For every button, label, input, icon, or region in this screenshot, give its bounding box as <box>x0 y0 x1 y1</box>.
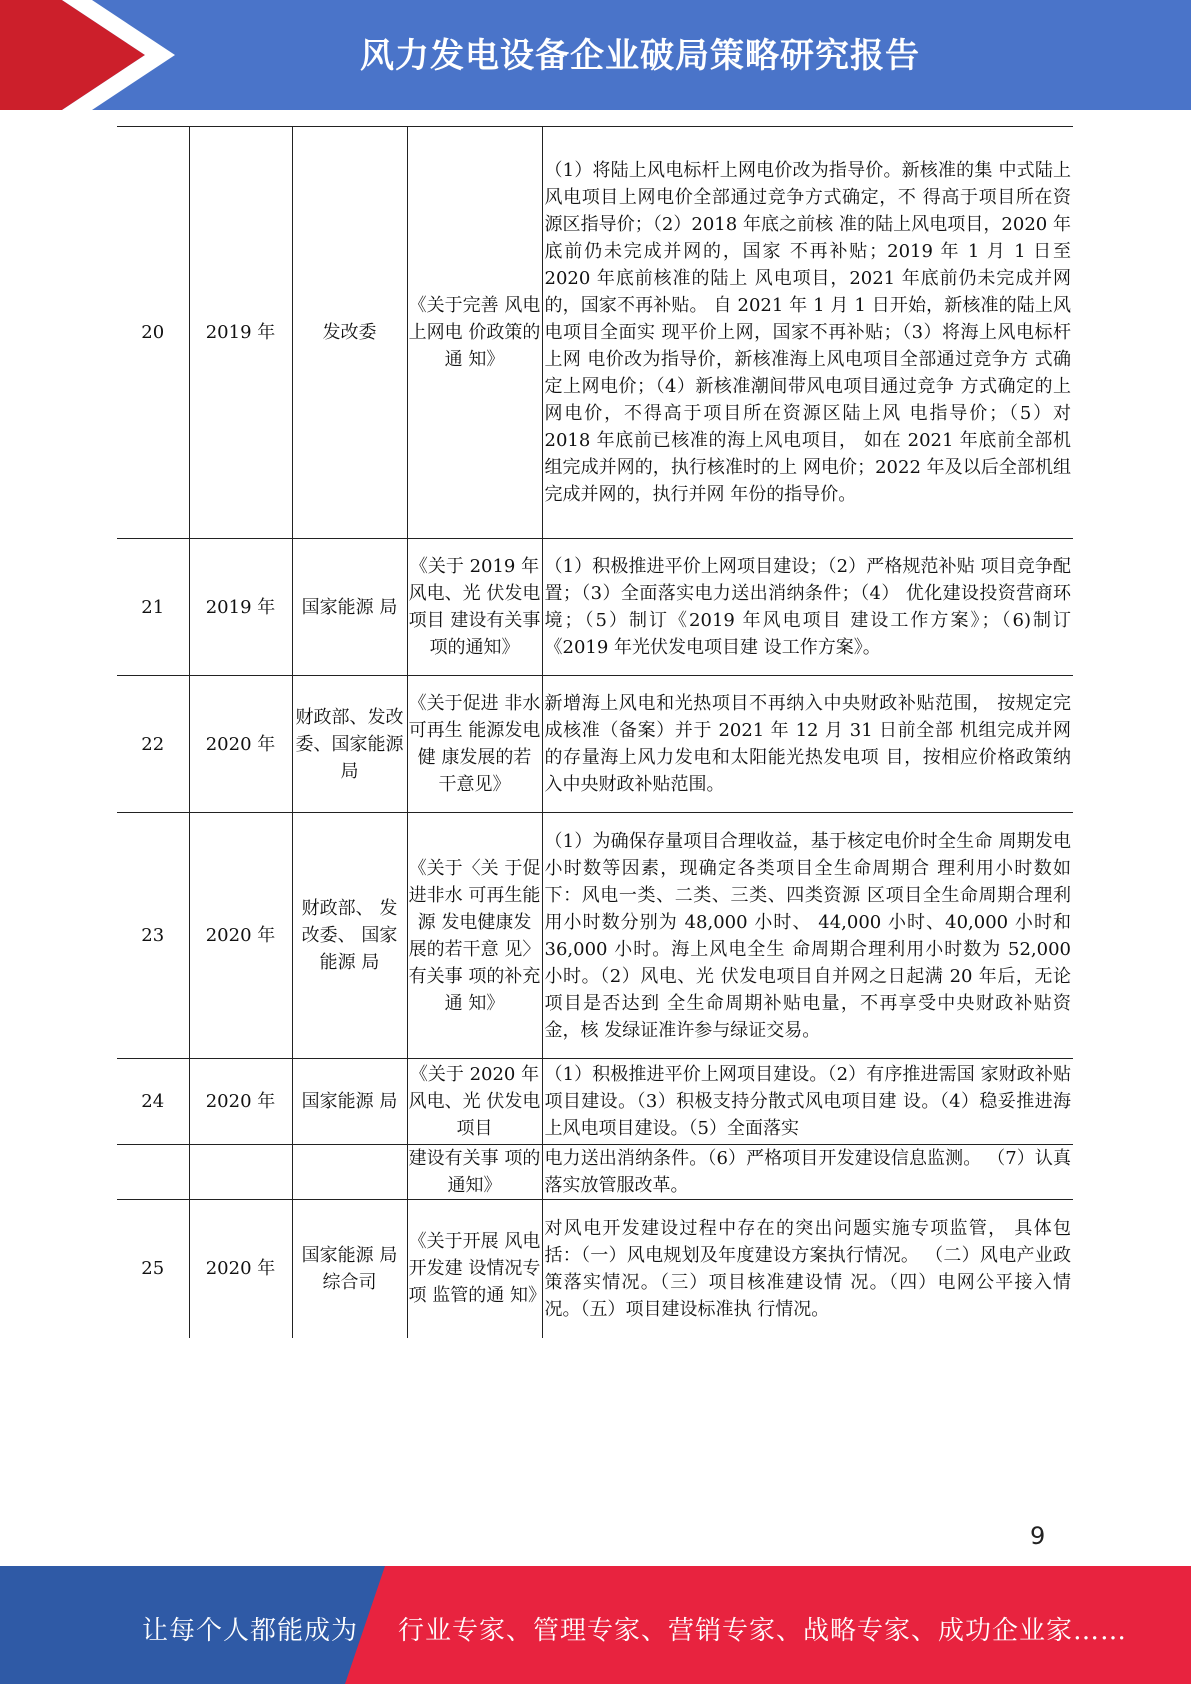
row-number: 25 <box>117 1200 189 1338</box>
report-title: 风力发电设备企业破局策略研究报告 <box>360 36 920 76</box>
row-department: 国家能源 局综合司 <box>292 1200 407 1338</box>
row-policy-title: 《关于完善 风电上网电 价政策的通 知》 <box>407 127 542 539</box>
policy-table <box>117 126 1073 1338</box>
row-policy-content: （1）将陆上风电标杆上网电价改为指导价。新核准的集 中式陆上风电项目上网电价全部通过竞争方式确定，不 得高于项目所在资源区指导价；（2）2018 年底之前核 准的陆上风电项目，2020 年底前仍未完成并网的，国家 不再补贴；2019 年 1 月 1 日至 2020 年底前核准的陆上 风电项目，2021 年底前仍未完成并网的，国家不再补贴。 自 2021 年 1 月 1 日开始，新核准的陆上风电项目全面实 现平价上网，国家不再补贴；（3）将海上风电标杆上网 电价改为指导价，新核准海上风电项目全部通过竞争方 式确定上网电价；（4）新核准潮间带风电项目通过竞争 方式确定的上网电价，不得高于项目所在资源区陆上风 电指导价；（5）对 2018 年底前已核准的海上风电项目， 如在 2021 年底前全部机组完成并网的，执行核准时的上 网电价；2022 年及以后全部机组完成并网的，执行并网 年份的指导价。 <box>542 127 1073 539</box>
row-number: 24 <box>117 1059 189 1145</box>
row-department: 财政部、发改委、国家能源局 <box>292 676 407 813</box>
row-policy-title: 建设有关事 项的通知》 <box>407 1145 542 1200</box>
page-footer <box>0 1566 1191 1684</box>
row-policy-content: （1）积极推进平价上网项目建设。（2）有序推进需国 家财政补贴项目建设。（3）积极支持分散式风电项目建 设。（4）稳妥推进海上风电项目建设。（5）全面落实 <box>542 1059 1073 1145</box>
row-policy-title: 《关于促进 非水可再生 能源发电健 康发展的若 干意见》 <box>407 676 542 813</box>
row-policy-title: 《关于 2020 年风电、光 伏发电项目 <box>407 1059 542 1145</box>
row-policy-content: 对风电开发建设过程中存在的突出问题实施专项监管， 具体包括：（一）风电规划及年度建设方案执行情况。 （二）风电产业政策落实情况。（三）项目核准建设情 况。（四）电网公平接入情况。（五）项目建设标准执 行情况。 <box>542 1200 1073 1338</box>
row-policy-content: 电力送出消纳条件。（6）严格项目开发建设信息监测。 （7）认真落实放管服改革。 <box>542 1145 1073 1200</box>
row-year: 2020 年 <box>189 813 292 1059</box>
row-department: 发改委 <box>292 127 407 539</box>
row-policy-content: （1）为确保存量项目合理收益，基于核定电价时全生命 周期发电小时数等因素，现确定各类项目全生命周期合 理利用小时数如下：风电一类、二类、三类、四类资源 区项目全生命周期合理利用小时数分别为 48,000 小时、 44,000 小时、40,000 小时和 36,000 小时。海上风电全生 命周期合理利用小时数为 52,000 小时。（2）风电、光 伏发电项目自并网之日起满 20 年后，无论项目是否达到 全生命周期补贴电量，不再享受中央财政补贴资金，核 发绿证准许参与绿证交易。 <box>542 813 1073 1059</box>
row-department: 国家能源 局 <box>292 539 407 676</box>
row-policy-content: （1）积极推进平价上网项目建设；（2）严格规范补贴 项目竞争配置；（3）全面落实电力送出消纳条件；（4） 优化建设投资营商环境；（5）制订《2019 年风电项目 建设工作方案》；（6)制订《2019 年光伏发电项目建 设工作方案》。 <box>542 539 1073 676</box>
row-year: 2020 年 <box>189 1059 292 1145</box>
table-row <box>117 1200 1073 1338</box>
table-row <box>117 127 1073 539</box>
row-policy-title: 《关于〈关 于促进非水 可再生能源 发电健康发 展的若干意 见〉有关事 项的补充通 知》 <box>407 813 542 1059</box>
row-year: 2019 年 <box>189 127 292 539</box>
table-row <box>117 676 1073 813</box>
table-row <box>117 1145 1073 1200</box>
table-row <box>117 813 1073 1059</box>
row-number: 20 <box>117 127 189 539</box>
row-year <box>189 1145 292 1200</box>
table-row <box>117 539 1073 676</box>
row-year: 2019 年 <box>189 539 292 676</box>
row-number: 21 <box>117 539 189 676</box>
page-number: 9 <box>1030 1522 1046 1550</box>
footer-slogan-right: 行业专家、管理专家、营销专家、战略专家、成功企业家…… <box>398 1616 1128 1646</box>
page-header <box>0 0 1191 110</box>
row-policy-title: 《关于开展 风电开发建 设情况专项 监管的通 知》 <box>407 1200 542 1338</box>
row-department: 财政部、 发改委、 国家能源 局 <box>292 813 407 1059</box>
row-policy-title: 《关于 2019 年风电、光 伏发电项目 建设有关事 项的通知》 <box>407 539 542 676</box>
row-number: 22 <box>117 676 189 813</box>
row-policy-content: 新增海上风电和光热项目不再纳入中央财政补贴范围， 按规定完成核准（备案）并于 2021 年 12 月 31 日前全部 机组完成并网的存量海上风力发电和太阳能光热发电项 目，按相应价格政策纳入中央财政补贴范围。 <box>542 676 1073 813</box>
row-number <box>117 1145 189 1200</box>
table-row <box>117 1059 1073 1145</box>
row-year: 2020 年 <box>189 1200 292 1338</box>
row-department: 国家能源 局 <box>292 1059 407 1145</box>
row-number: 23 <box>117 813 189 1059</box>
footer-slogan-left: 让每个人都能成为 <box>142 1616 359 1646</box>
row-department <box>292 1145 407 1200</box>
row-year: 2020 年 <box>189 676 292 813</box>
